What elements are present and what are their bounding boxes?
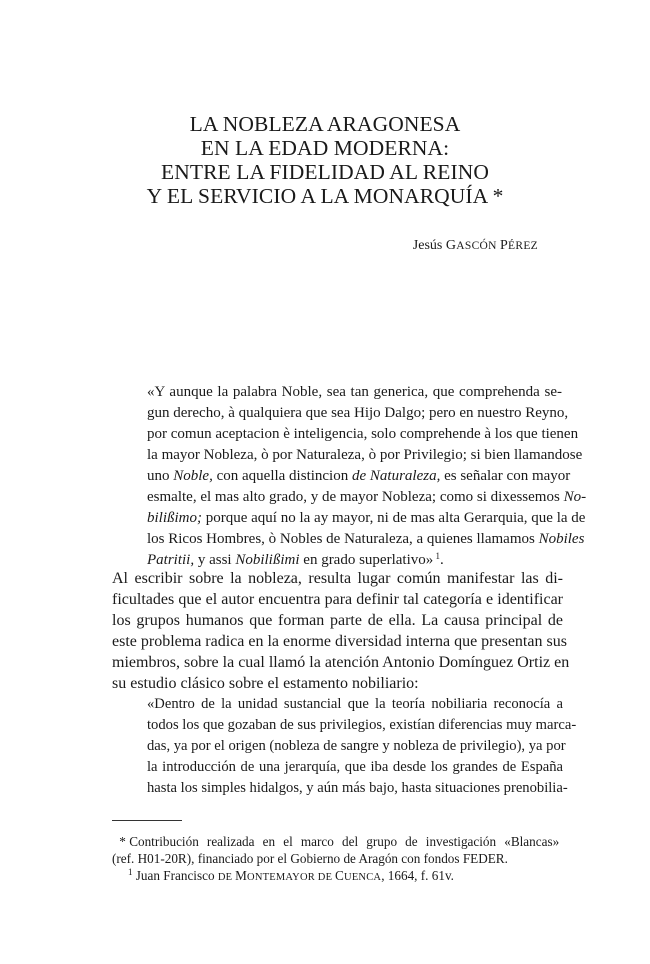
title-line: Y EL SERVICIO A LA MONARQUÍA * (146, 184, 504, 208)
quote-line: «Dentro de la unidad sustancial que la teoría nobiliaria reconocía a (147, 696, 563, 712)
footnote-1 (128, 868, 454, 884)
title-line: EN LA EDAD MODERNA: (200, 136, 450, 160)
footnote-1-author: DE MONTEMAYOR DE CUENCA (217, 868, 382, 883)
epigraph-line: por comun aceptacion è inteligencia, solo comprehende à los que tienen (147, 426, 579, 442)
body-line: este problema radica en la enorme diversidad interna que presentan sus (112, 633, 567, 650)
body-line: los grupos humanos que forman parte de ella. La causa principal de (112, 612, 563, 629)
quote-line: hasta los simples hidalgos, y aún más bajo, hasta situaciones prenobilia- (147, 780, 568, 796)
footnote-star-text: Contribución realizada en el marco del grupo de investigación «Blancas» (129, 834, 560, 849)
quote-line: das, ya por el origen (nobleza de sangre y nobleza de privilegio), ya por (147, 738, 566, 754)
epigraph-line: esmalte, el mas alto grado, y de mayor Nobleza; como si dixessemos No- (147, 489, 587, 505)
footnote-star-cont: (ref. H01-20R), financiado por el Gobierno de Aragón con fondos FEDER. (112, 851, 508, 866)
footnote-1-post: , 1664, f. 61v. (381, 868, 454, 883)
epigraph-line: Patritii, y assi Nobilißimi en grado superlativo» $^1$. (147, 551, 444, 568)
footnote-ref-1: 1 (433, 551, 440, 561)
quote-line: la introducción de una jerarquía, que iba desde los grandes de España (147, 759, 563, 775)
epigraph-line: la mayor Nobleza, ò por Naturaleza, ò por Privilegio; si bien llamandose (147, 447, 583, 463)
body-line: miembros, sobre la cual llamó la atención Antonio Domínguez Ortiz en (112, 654, 570, 671)
author-given-name: Jesús (412, 238, 443, 253)
title-line: LA NOBLEZA ARAGONESA (189, 112, 461, 136)
epigraph-line: bilißimo; porque aquí no la ay mayor, ni de mas alta Gerarquia, que la de (147, 510, 586, 526)
footnote-1-mark: 1 (128, 867, 133, 877)
body-line: su estudio clásico sobre el estamento nobiliario: (112, 675, 419, 692)
quote-line: todos los que gozaban de sus privilegios, existían diferencias muy marca- (147, 717, 577, 733)
footnote-star-mark: * (119, 834, 126, 849)
body-line: ficultades que el autor encuentra para definir tal categoría e identificar (112, 591, 563, 608)
epigraph-line: gun derecho, à qualquiera que sea Hijo Dalgo; pero en nuestro Reyno, (147, 405, 569, 421)
footnote-1-pre: Juan Francisco (135, 868, 215, 883)
article-title (0, 112, 650, 208)
title-line: ENTRE LA FIDELIDAD AL REINO (161, 160, 489, 184)
epigraph-line: uno Noble, con aquella distincion de Naturaleza, es señalar con mayor (147, 468, 571, 484)
epigraph-line: los Ricos Hombres, ò Nobles de Naturaleza, a quienes llamamos Nobiles (147, 531, 585, 547)
epigraph-line: «Y aunque la palabra Noble, sea tan generica, que comprehenda se- (147, 384, 562, 400)
author-name (413, 238, 538, 254)
author-surname: GASCÓN PÉREZ (445, 238, 538, 253)
footnote-separator (112, 820, 182, 821)
footnote-star (112, 834, 563, 850)
body-line: Al escribir sobre la nobleza, resulta lugar común manifestar las di- (112, 570, 563, 587)
